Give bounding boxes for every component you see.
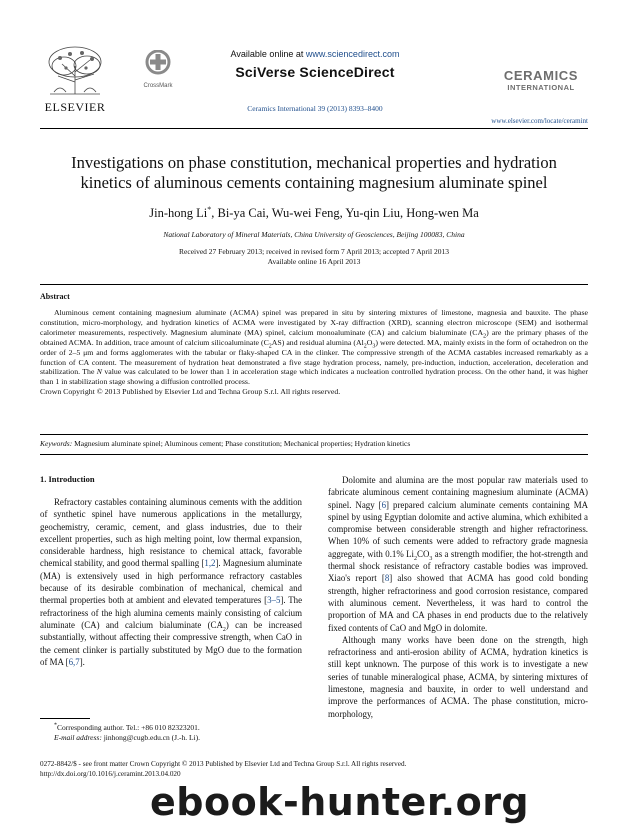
crossmark-icon [145, 50, 171, 78]
article-title [40, 153, 588, 193]
left-column [40, 496, 302, 668]
affiliation: National Laboratory of Mineral Materials, China University of Geosciences, Beijing 100083, China [163, 230, 465, 239]
keywords-rule [40, 434, 588, 435]
author-rest: , Bi-ya Cai, Wu-wei Feng, Yu-qin Liu, Hong-wen Ma [211, 206, 479, 220]
date-online: Available online 16 April 2013 [267, 256, 361, 266]
intro-paragraph-1: Refractory castables containing aluminous cements with the addition of synthetic spinel have numerous applications in the metallurgy, geochemistry, ceramic, cement, and glass industries, due to their excellent properties, such as high melting point, low thermal expansion, considerable hardness, high resistance to chemical attack, favorable chemical stability, and good thermal spalling [1,2]. Magnesium aluminate (MA) is extensively used in high performance refractory castables because of its desirable combination of mechanical, chemical and thermal properties both at ambient and elevated temperatures [3–5]. The refractoriness of the high alumina cements mainly consisting of calcium aluminate (CA) and calcium bialuminate $(CA_2)$ can be increased substantially, without affecting their compressive strength, when CaO in the cement clinker is partially substituted by MgO due to the formation of MA [6,7]. [40, 497, 303, 667]
publisher-name: ELSEVIER [44, 100, 106, 114]
watermark: ebook-hunter.org [150, 780, 530, 824]
available-online [180, 49, 450, 59]
ref-link-8[interactable]: 8 [384, 573, 390, 584]
corresponding-mark[interactable]: * [207, 204, 212, 214]
abstract-paragraph: Aluminous cement containing magnesium aluminate (ACMA) spinel was prepared in situ by sintering mixtures of limestone, magnesia and bauxite. The phase constitution, micro-morphology, and hydration kinetics of ACMA were investigated by X-ray diffraction (XRD), scanning electron microscope (SEM) and isothermal calorimeter measurements, respectively. Magnesium aluminate (MA) spinel, calcium monoaluminate (CA) and calcium bialuminate $(CA_2)$ are the primary phases of the obtained ACMA. In addition, trace amount of calcium silicoaluminate $(C_2AS)$ and residual alumina $(Al_2O_3)$ were detected. MA, mainly exists in the form of octahedron on the order of 2–5 μm and forms agglomerates with the tabular or flaky-shaped CA in the clinker. The compressive strength of the ACMA castables increased remarkably as a function of CA content. The measurement of hydration heat demonstrated a five stage hydration process, namely, pre-induction, induction, acceleration, deceleration and stabilization. The N value was calculated to be lower than 1 in acceleration stage which indicates a nucleation controlled hydration process. On the other hand, it was higher than 1 in stabilization stage showing a diffusion controlled process. [40, 308, 589, 387]
ref-link-6[interactable]: 6 [381, 499, 387, 510]
footnote-rule [40, 718, 90, 719]
abstract-copyright: Crown Copyright © 2013 Published by Elsevier Ltd and Techna Group S.r.l. All rights reserved. [40, 387, 341, 397]
author-list [40, 206, 588, 221]
keywords-label: Keywords: [40, 439, 73, 448]
journal-citation[interactable]: Ceramics International 39 (2013) 8393–8400 [247, 104, 383, 113]
abstract-rule-bottom [40, 454, 588, 455]
elsevier-tree-icon [40, 44, 110, 96]
journal-url[interactable]: www.elsevier.com/locate/ceramint [491, 117, 588, 125]
intro-paragraph-2: Dolomite and alumina are the most popular raw materials used to fabricate aluminous cement containing magnesium aluminate (ACMA) spinel. Nagy [6] prepared calcium aluminate cements containing MA spinel by using Egyptian dolomite and active alumina, which exhibited a compromise between considerable strength and higher refractoriness. When 10% of such cements were added to refractory grade magnesia aggregate, with 0.1% $Li_2CO_3$ as a strength modifier, the hot-strength and thermal shock resistance of refractory castable bodies was improved. Xiao's report [8] also showed that ACMA has good cold bonding strength, higher refractoriness and good corrosion resistance, compared with aluminous cement. Nevertheless, it was hard to control the proportion of MA and CA phases in end products due to the relatively fixed contents of CaO and MgO in dolomite. [328, 475, 589, 633]
footnote [40, 723, 302, 743]
abstract-body [40, 308, 588, 397]
title-line-1: Investigations on phase constitution, mechanical properties and hydration [71, 153, 557, 172]
footnote-corresponding: *Corresponding author. Tel.: +86 010 82323201. [54, 722, 200, 732]
journal-logo [495, 69, 587, 92]
abstract-heading: Abstract [40, 292, 70, 301]
section-heading-introduction: 1. Introduction [40, 474, 95, 484]
page-footer [40, 760, 588, 779]
abstract-rule-top [40, 284, 588, 285]
footer-front-matter: 0272-8842/$ - see front matter Crown Copyright © 2013 Published by Elsevier Ltd and Techna Group S.r.l. All rights reserved. [40, 760, 407, 768]
intro-paragraph-3: Although many works have been done on the strength, high refractoriness and anti-erosion ability of ACMA, hydration kinetics is still kept unknown. The purpose of this work is to investigate a new series of tunable mineralogical phase, ACMA, by sintering mixtures of limestone, magnesia and bauxite, in order to well understand and improve the performances of ACMA. The phase constitution, micro-morphology, [328, 634, 588, 719]
ref-link-6-7[interactable]: 6,7 [68, 656, 80, 667]
crossmark-label: CrossMark [143, 83, 173, 89]
footer-doi-link[interactable]: http://dx.doi.org/10.1016/j.ceramint.2013.04.020 [40, 769, 181, 778]
keywords-text: Magnesium aluminate spinel; Aluminous cement; Phase constitution; Mechanical properties; Hydration kinetics [72, 439, 411, 448]
elsevier-logo [40, 44, 110, 114]
crossmark-logo[interactable] [136, 50, 180, 94]
journal-name-line2: INTERNATIONAL [507, 83, 575, 92]
footnote-email: E-mail address: jinhong@cugb.edu.cn (J.-h. Li). [54, 733, 200, 742]
sciencedirect-link[interactable]: www.sciencedirect.com [305, 49, 400, 59]
sciverse-title: SciVerse ScienceDirect [235, 64, 395, 80]
right-column [328, 474, 588, 720]
available-prefix: Available online at [230, 49, 306, 59]
journal-name-line1: CERAMICS [503, 68, 579, 83]
date-received: Received 27 February 2013; received in revised form 7 April 2013; accepted 7 April 2013 [179, 247, 449, 256]
header-rule [40, 128, 588, 129]
ref-link-3-5[interactable]: 3–5 [267, 595, 281, 606]
keywords [40, 439, 588, 448]
article-dates [40, 247, 588, 266]
title-line-2: kinetics of aluminous cements containing magnesium aluminate spinel [80, 173, 548, 192]
author-first[interactable]: Jin-hong Li [149, 206, 208, 220]
ref-link-1-2[interactable]: 1,2 [204, 558, 216, 569]
